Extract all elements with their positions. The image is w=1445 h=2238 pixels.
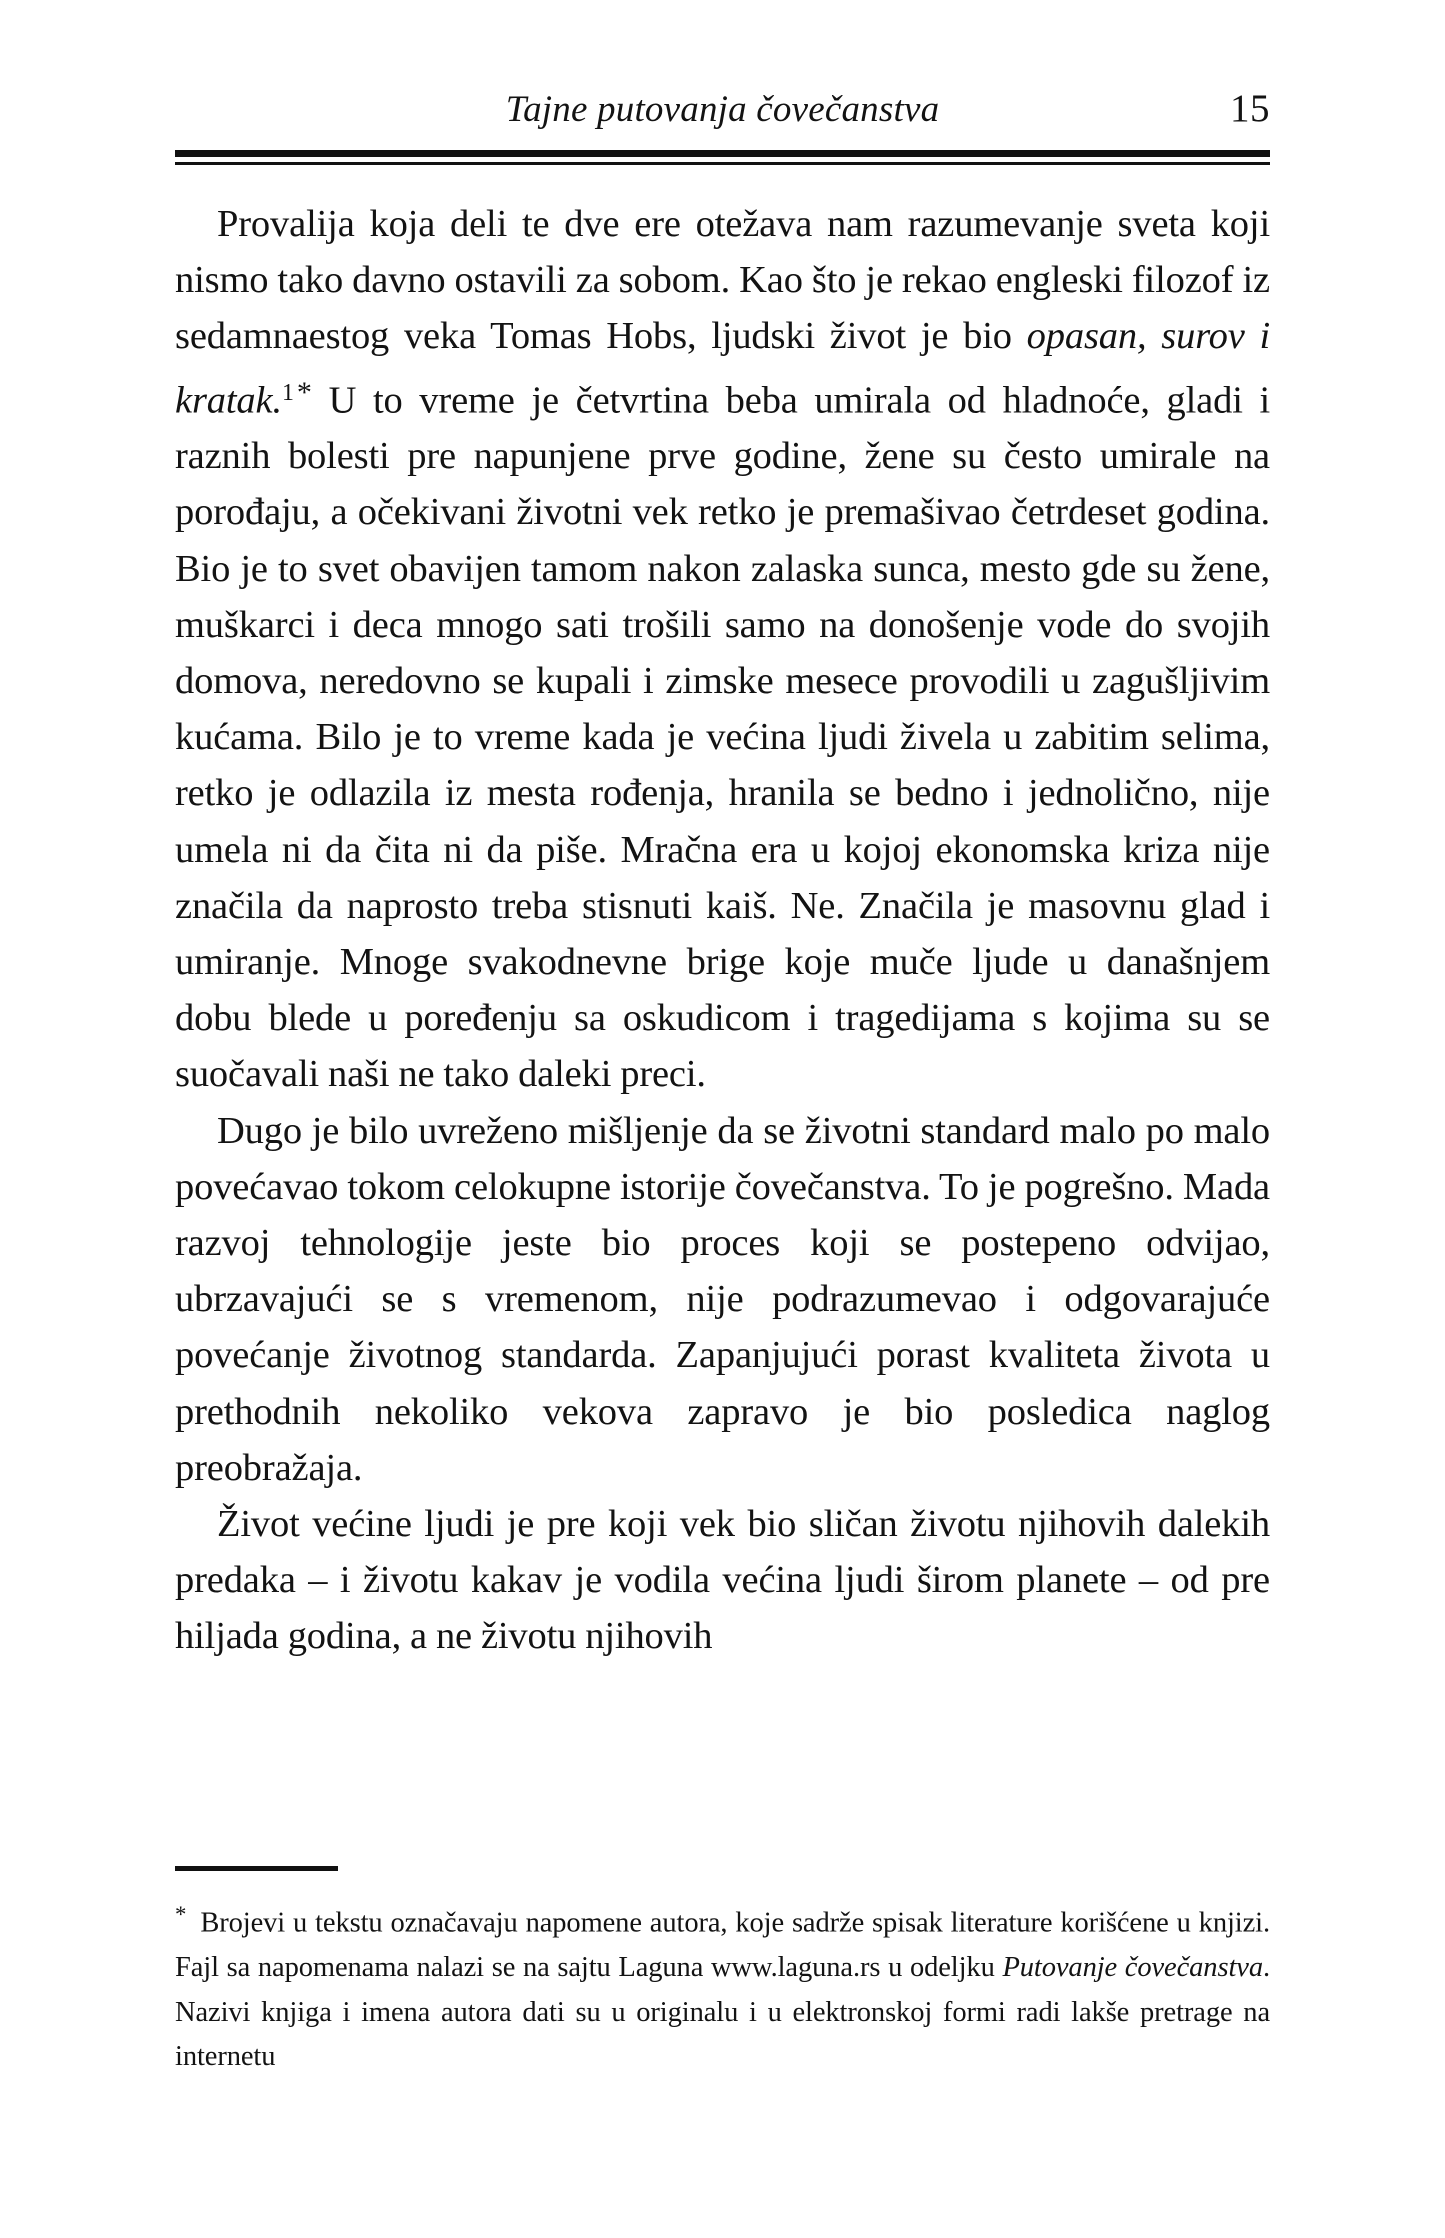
header-rule-thin (175, 162, 1270, 165)
running-head-title: Tajne putovanja čovečanstva (505, 89, 940, 130)
footnote-text (175, 1893, 1270, 2080)
header-double-rule (175, 150, 1270, 165)
text-run: . Nazivi knjiga i imena autora dati su u originalu i u elektronskoj formi radi lakše pretrage na internetu (175, 1952, 1270, 2073)
text-run: U to vreme je četvrtina beba umirala od hladnoće, gladi i raznih bolesti pre napunjene prve godine, žene su često umirale na porođaju, a očekivani životni vek retko je premašivao četrdeset godina. Bio je to svet obavijen tamom nakon zalaska sunca, mesto gde su žene, muškarci i deca mnogo sati trošili samo na donošenje vode do svojih domova, neredovno se kupali i zimske mesece provodili u zagušljivim kućama. Bilo je to vreme kada je većina ljudi živela u zabitim selima, retko je odlazila iz mesta rođenja, hranila se bedno i jednolično, nije umela ni da čita ni da piše. Mračna era u kojoj ekonomska kriza nije značila da naprosto treba stisnuti kaiš. Ne. Značila je masovnu glad i umiranje. Mnoge svakodnevne brige koje muče ljude u današnjem dobu blede u poređenju sa oskudicom i tragedijama s kojima su se suočavali naši ne tako daleki preci. (175, 379, 1270, 1096)
running-head (175, 88, 1270, 131)
header-rule-thick (175, 150, 1270, 157)
paragraph (175, 196, 1270, 1103)
footnote-separator-rule (175, 1866, 338, 1871)
text-run: Brojevi u tekstu označavaju napomene autora, koje sadrže spisak literature korišćene u knjizi. Fajl sa napomenama nalazi se na sajtu Laguna www.laguna.rs u odeljku (175, 1907, 1270, 1984)
text-run: Život većine ljudi je pre koji vek bio sličan životu njihovih dalekih predaka – i životu kakav je vodila većina ljudi širom planete – od pre hiljada godina, a ne životu njihovih (175, 1503, 1270, 1658)
paragraph (175, 1103, 1270, 1496)
footnote-reference-asterisk: * (296, 375, 312, 409)
text-run: Dugo je bilo uvreženo mišljenje da se životni standard malo po malo povećavao tokom celokupne istorije čovečanstva. To je pogrešno. Mada razvoj tehnologije jeste bio proces koji se postepeno odvijao, ubrzavajući se s vremenom, nije podrazumevao i odgovarajuće povećanje životnog standarda. Zapanjujući porast kvaliteta života u prethodnih nekoliko vekova zapravo je bio posledica naglog preobražaja. (175, 1109, 1270, 1489)
paragraph (175, 1496, 1270, 1665)
body-text (175, 196, 1270, 1665)
page-number: 15 (1230, 87, 1270, 130)
italic-run: opasan, surov i kratak. (175, 315, 1270, 422)
footnote-marker: * (175, 1902, 187, 1927)
footnote-reference-number: 1 (281, 379, 294, 406)
footnote (175, 1866, 1270, 2080)
italic-run: Putovanje čovečanstva (1002, 1952, 1263, 1984)
text-run: Provalija koja deli te dve ere otežava nam razumevanje sveta koji nismo tako davno ostavili za sobom. Kao što je rekao engleski filozof iz sedamnaestog veka Tomas Hobs, ljudski život je bio (175, 203, 1270, 358)
